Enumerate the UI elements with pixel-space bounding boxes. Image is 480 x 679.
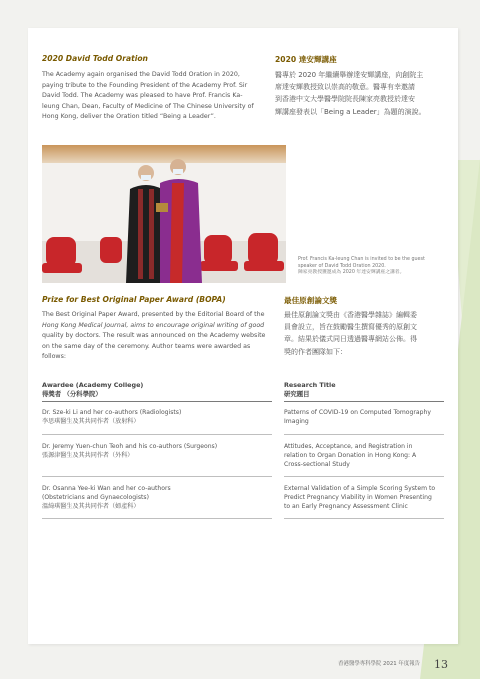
oration-body-en-line: Hong Kong, deliver the Oration titled “Being a Leader”. — [42, 113, 216, 121]
oration-body-en-line: paying tribute to the Founding President of the Academy Prof. Sir — [42, 81, 248, 89]
bopa-heading-zh: 最佳原創論文獎 — [284, 296, 338, 305]
title-line: Patterns of COVID-19 on Computed Tomography — [284, 409, 431, 416]
oration-body-zh — [275, 69, 445, 118]
photo-caption-en-line: speaker of David Todd Oration 2020. — [298, 263, 386, 269]
title-header-en: Research Title — [284, 381, 336, 389]
awardee-header-zh: 得獎者 （分科學院） — [42, 390, 102, 398]
title-header-zh: 研究題目 — [284, 390, 310, 398]
bopa-body-zh — [284, 309, 449, 358]
awardee-line: 張源津醫生及其共同作者（外科） — [42, 451, 134, 459]
awardee-line: 溫綺琪醫生及其共同作者（婦產科） — [42, 502, 140, 510]
table-header-title — [284, 381, 336, 399]
oration-body-en-line: The Academy again organised the David Todd Oration in 2020, — [42, 71, 240, 78]
table-row-rule — [42, 518, 272, 519]
title-line: Cross-sectional Study — [284, 460, 350, 468]
bopa-body-en-line: Hong Kong Medical Journal, aims to encourage original writing of good — [42, 321, 265, 329]
table-header-rule — [42, 401, 272, 402]
awardee-line: 李思琪醫生及其共同作者（放射科） — [42, 417, 140, 425]
oration-body-zh-line: 輝講座發表以「Being a Leader」為題的演說。 — [275, 107, 426, 116]
oration-body-zh-line: 醫專於 2020 年繼續舉辦達安輝講座，向創院主 — [275, 71, 424, 79]
bopa-body-en-line: follows: — [42, 353, 66, 361]
page-number: 13 — [434, 658, 448, 671]
table-row-rule — [284, 518, 444, 519]
awardee-header-en: Awardee (Academy College) — [42, 381, 144, 389]
photo-caption-zh: 陳家亮教授獲邀成為 2020 年達安輝講座之講者。 — [298, 270, 405, 276]
oration-body-zh-line: 席達安輝教授致以崇高的敬意。醫專有幸邀請 — [275, 83, 415, 92]
title-line: Attitudes, Acceptance, and Registration in — [284, 443, 413, 450]
bopa-body-zh-line: 員會設立，旨在鼓勵醫生撰寫優秀的原創文 — [284, 323, 417, 332]
awardee-line: Dr. Jeremy Yuen-chun Teoh and his co-authors (Surgeons) — [42, 443, 218, 450]
table-row-rule — [284, 434, 444, 435]
ceremony-photo-illustration — [42, 145, 286, 283]
table-row-rule — [42, 476, 272, 477]
bopa-body-en-line: The Best Original Paper Award, presented by the Editorial Board of the — [42, 311, 265, 318]
oration-body-en — [42, 70, 267, 123]
awardee-line: Dr. Osanna Yee-ki Wan and her co-authors — [42, 485, 171, 492]
awardee-line: (Obstetricians and Gynaecologists) — [42, 493, 149, 501]
awardee-line: Dr. Sze-ki Li and her co-authors (Radiologists) — [42, 409, 182, 416]
table-header-rule — [284, 401, 444, 402]
ceremony-photo — [42, 145, 286, 283]
bopa-body-en-line: on the same day of the ceremony. Author teams were awarded as — [42, 342, 251, 350]
photo-caption-en-line: Prof. Francis Ka-leung Chan is invited to be the guest — [298, 257, 425, 262]
oration-body-zh-line: 到香港中文大學醫學院院長陳家亮教授於達安 — [275, 95, 415, 104]
oration-heading-zh: 2020 達安輝講座 — [275, 55, 337, 64]
bopa-body-en-line: quality by doctors. The result was announced on the Academy website — [42, 332, 266, 340]
bopa-body-zh-line: 章。結果於儀式同日透過醫專網站公佈。得 — [284, 335, 417, 344]
table-row-awardee — [42, 409, 181, 427]
title-line: External Validation of a Simple Scoring System to — [284, 485, 436, 492]
table-row-title — [284, 485, 435, 511]
table-row-awardee — [42, 443, 217, 461]
table-row-title — [284, 409, 431, 427]
title-line: to an Early Pregnancy Assessment Clinic — [284, 502, 408, 510]
oration-heading-en: 2020 David Todd Oration — [42, 54, 148, 63]
bopa-heading-en: Prize for Best Original Paper Award (BOPA) — [42, 295, 226, 304]
oration-body-en-line: David Todd. The Academy was pleased to have Prof. Francis Ka- — [42, 92, 243, 100]
title-line: Predict Pregnancy Viability in Women Presenting — [284, 493, 432, 501]
title-line: relation to Organ Donation in Hong Kong: A — [284, 451, 417, 459]
table-header-awardee — [42, 381, 143, 399]
oration-body-en-line: leung Chan, Dean, Faculty of Medicine of The Chinese University of — [42, 102, 254, 110]
table-row-title — [284, 443, 416, 469]
table-row-awardee — [42, 485, 171, 511]
photo-caption — [298, 257, 448, 277]
bopa-body-zh-line: 最佳原創論文獎由《香港醫學雜誌》編輯委 — [284, 311, 417, 319]
table-row-rule — [284, 476, 444, 477]
bopa-body-zh-line: 獎的作者團隊如下： — [284, 347, 347, 356]
table-row-rule — [42, 434, 272, 435]
title-line: Imaging — [284, 417, 309, 425]
bopa-body-en — [42, 310, 272, 363]
footer-text: 香港醫學專科學院 2021 年度報告 — [338, 661, 420, 667]
